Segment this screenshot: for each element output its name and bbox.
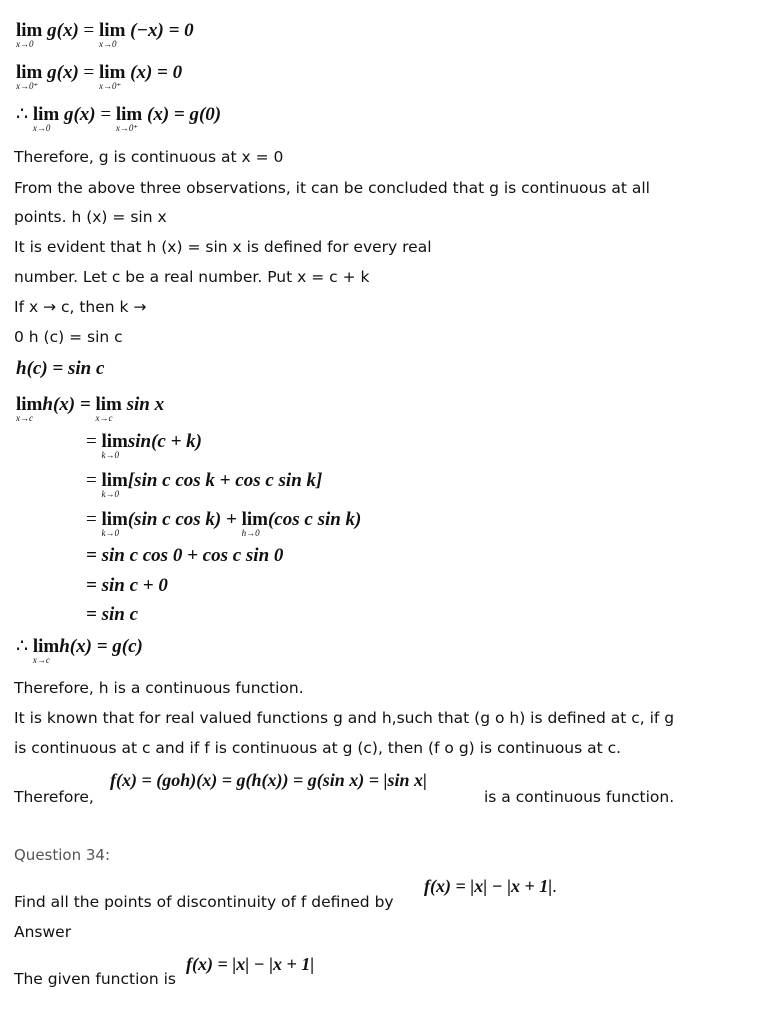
equation-text: h(c) = sin c (16, 358, 105, 379)
step-expression: [sin c cos k + cos c sin k] (127, 470, 323, 491)
lim-word: lim (115, 104, 143, 125)
lim-expression: (x) = 0 (130, 62, 183, 83)
equation-conclusion (16, 636, 143, 665)
lim-expression: h(x) = (42, 394, 96, 415)
lim-expression: g(x) (63, 104, 96, 125)
step-expression: sin(c + k) (127, 431, 203, 452)
lim-subscript: x→0 (99, 39, 117, 49)
equation-hc (16, 358, 104, 380)
equation-f-composition (110, 770, 427, 791)
question-text: Find all the points of discontinuity of f defined by (14, 893, 394, 911)
equals-sign: = (86, 431, 102, 452)
paragraph-evident: It is evident that h (x) = sin x is defined for every real (14, 238, 432, 256)
equation-lim-h (16, 394, 165, 423)
equation-text: f(x) = |x| − |x + 1| (424, 876, 553, 896)
period: . (552, 876, 557, 896)
equation-text: f(x) = (goh)(x) = g(h(x)) = g(sin x) = |sin x| (110, 770, 427, 790)
question-heading: Question 34: (14, 846, 110, 864)
limit-g-conclusion: ∴ lim x→0 g(x) = lim x→0⁺ (x) = g(0) (16, 104, 222, 133)
limit-g-left-0: lim x→0 g(x) = lim x→0 (−x) = 0 (16, 20, 194, 49)
equation-text: f(x) = |x| − |x + 1| (186, 954, 315, 974)
lim-word: lim (99, 20, 126, 41)
therefore-symbol: ∴ (16, 104, 29, 125)
lim-word: lim (16, 62, 43, 83)
lim-word: lim (16, 20, 43, 41)
paragraph-if-x-c: If x → c, then k → (14, 298, 147, 316)
paragraph-known: It is known that for real valued functions g and h,such that (g o h) is defined at c, if g (14, 709, 675, 727)
lim-expression: (x) = g(0) (147, 104, 222, 125)
lim-word: lim (95, 394, 122, 415)
lim-subscript: x→0⁺ (115, 123, 139, 133)
step-expression: (cos c sin k) (267, 509, 362, 530)
lim-word: lim (241, 509, 268, 530)
lim-expression: sin x (126, 394, 165, 415)
lim-subscript: x→c (16, 413, 33, 423)
lim-expression: (−x) = 0 (130, 20, 194, 41)
lim-word: lim (99, 62, 126, 83)
step-expression: = sin c cos 0 + cos c sin 0 (86, 545, 284, 566)
lim-word: lim (16, 394, 43, 415)
step-2 (86, 470, 323, 499)
equation-f-given (186, 954, 314, 975)
paragraph-f-o-g: is continuous at c and if f is continuous at g (c), then (f o g) is continuous at c. (14, 739, 622, 757)
lim-word: lim (32, 636, 60, 657)
lim-subscript: x→0 (16, 39, 34, 49)
step-1 (86, 431, 203, 460)
step-4 (86, 545, 283, 567)
step-5 (86, 575, 168, 597)
paragraph-g-continuous: Therefore, g is continuous at x = 0 (14, 148, 284, 166)
lim-subscript: h→0 (241, 528, 260, 538)
lim-subscript: k→0 (101, 450, 119, 460)
limit-g-right-0: lim x→0⁺ g(x) = lim x→0⁺ (x) = 0 (16, 62, 183, 91)
step-expression: = sin c + 0 (86, 575, 168, 596)
paragraph-h-continuous: Therefore, h is a continuous function. (14, 679, 304, 697)
lim-subscript: x→0⁺ (16, 81, 39, 91)
lim-expression: h(x) = g(c) (59, 636, 143, 657)
lim-subscript: x→c (95, 413, 113, 423)
given-function-text: The given function is (14, 970, 176, 988)
equation-f-definition (424, 876, 557, 897)
lim-subscript: k→0 (101, 528, 119, 538)
equals-sign: = (86, 470, 102, 491)
step-6 (86, 604, 138, 626)
step-expression: = sin c (86, 604, 138, 625)
lim-word: lim (101, 509, 128, 530)
paragraph-h-c: 0 h (c) = sin c (14, 328, 123, 346)
lim-subscript: x→0 (32, 123, 51, 133)
paragraph-points-h: points. h (x) = sin x (14, 208, 167, 226)
lim-subscript: x→c (32, 655, 50, 665)
answer-label: Answer (14, 923, 72, 941)
paragraph-observations: From the above three observations, it can be concluded that g is continuous at all (14, 179, 650, 197)
paragraph-therefore-label: Therefore, (14, 788, 94, 806)
lim-subscript: x→0⁺ (99, 81, 122, 91)
paragraph-continuous-function: is a continuous function. (484, 788, 675, 806)
paragraph-let-c: number. Let c be a real number. Put x = c + k (14, 268, 370, 286)
lim-word: lim (101, 431, 128, 452)
lim-word: lim (101, 470, 128, 491)
therefore-symbol: ∴ (16, 636, 29, 657)
step-expression: (sin c cos k) + (127, 509, 242, 530)
step-3 (86, 509, 362, 538)
equals-sign: = (86, 509, 102, 530)
lim-expression: g(x) (47, 20, 79, 41)
lim-expression: g(x) (47, 62, 79, 83)
lim-word: lim (32, 104, 60, 125)
lim-subscript: k→0 (101, 489, 119, 499)
